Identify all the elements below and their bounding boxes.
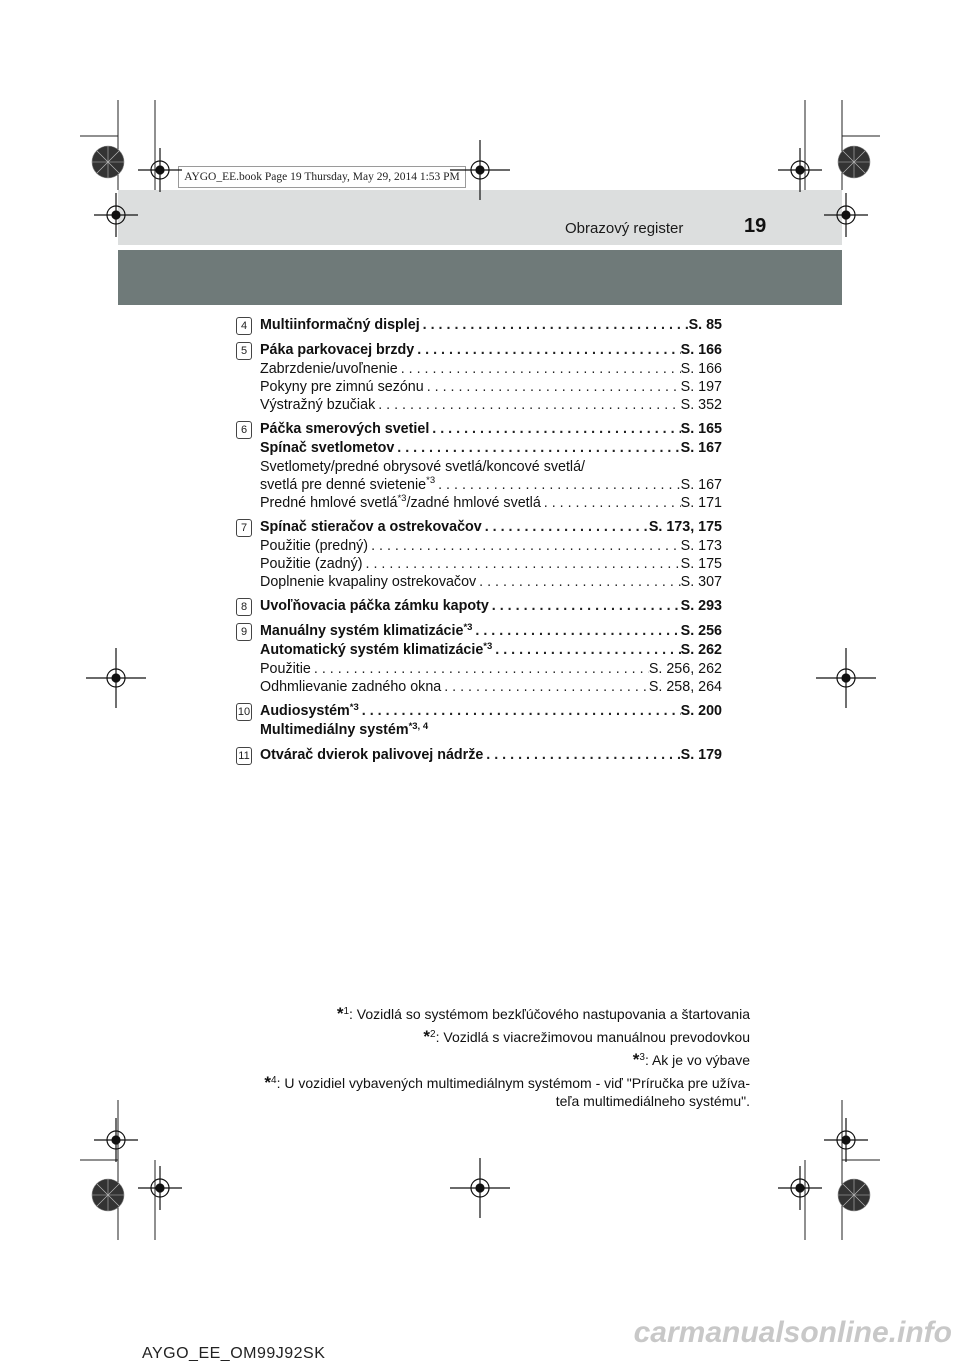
entry-heading[interactable] (260, 341, 722, 360)
entry-label: Zabrzdenie/uvoľnenie (260, 361, 398, 377)
index-entries (236, 316, 722, 765)
page-reference: S. 200 (680, 703, 722, 719)
footnote-text: : Ak je vo výbave (644, 1052, 750, 1068)
footnote-ref: *3, 4 (408, 721, 429, 732)
dot-leader (420, 316, 689, 335)
entry-subitem[interactable] (260, 494, 722, 512)
entry-number-badge: 11 (236, 747, 252, 765)
entry-subitem[interactable] (260, 378, 722, 396)
entry-subitem[interactable] (260, 678, 722, 696)
page-reference: S. 173 (680, 538, 722, 554)
entry-label: Pokyny pre zimnú sezónu (260, 379, 424, 395)
entry-label: Spínač svetlometov (260, 440, 395, 456)
footnote (190, 1074, 750, 1092)
entry-subitem[interactable] (260, 555, 722, 573)
entry-heading[interactable] (260, 316, 722, 335)
dot-leader (492, 641, 680, 660)
entry-number-badge: 5 (236, 342, 252, 360)
entry-label: Doplnenie kvapaliny ostrekovačov (260, 574, 477, 590)
footnote-star: * (264, 1073, 272, 1092)
footnote (190, 1028, 750, 1046)
page-reference: S. 85 (688, 317, 722, 333)
footnote-star: * (423, 1027, 431, 1046)
entry-label: Multiinformačný displej (260, 317, 420, 333)
dot-leader (482, 518, 649, 537)
entry-label: svetlá pre denné svietenie (260, 477, 427, 493)
entry-label: Uvoľňovacia páčka zámku kapoty (260, 598, 489, 614)
entry-number-badge: 10 (236, 703, 252, 721)
entry-subitem[interactable] (260, 573, 722, 591)
entry-label: Odhmlievanie zadného okna (260, 679, 442, 695)
entry-label: Predné hmlové svetlá (260, 495, 398, 511)
entry-label-continued: /zadné hmlové svetlá (406, 495, 541, 511)
index-entry (236, 746, 722, 765)
dot-leader (489, 597, 681, 616)
entry-heading[interactable] (260, 746, 722, 765)
page-reference: S. 256, 262 (648, 661, 722, 677)
page-reference: S. 165 (680, 421, 722, 437)
document-code: AYGO_EE_OM99J92SK (142, 1345, 326, 1362)
footnote-ref: *3 (463, 622, 473, 633)
page-reference: S. 175 (680, 556, 722, 572)
dot-leader (483, 746, 680, 765)
entry-heading[interactable] (260, 420, 722, 439)
index-entry (236, 518, 722, 591)
index-entry (236, 702, 722, 740)
index-entry (236, 341, 722, 414)
page-reference: S. 179 (680, 747, 722, 763)
footnote (190, 1005, 750, 1023)
watermark: carmanualsonline.info (633, 1316, 952, 1349)
footnote-star: * (336, 1004, 344, 1023)
entry-number-badge: 6 (236, 421, 252, 439)
page-section-title: Obrazový register (565, 220, 684, 237)
entry-label: Páčka smerových svetiel (260, 421, 430, 437)
entry-number-badge: 9 (236, 623, 252, 641)
entry-label: Spínač stieračov a ostrekovačov (260, 519, 482, 535)
index-entry (236, 316, 722, 335)
entry-heading[interactable] (260, 597, 722, 616)
footnote-text: : Vozidlá s viacrežimovou manuálnou prevodovkou (435, 1029, 750, 1045)
dot-leader (311, 660, 649, 678)
entry-subitem[interactable] (260, 396, 722, 414)
footnote-continuation: teľa multimediálneho systému". (555, 1093, 750, 1109)
entry-label: Výstražný bzučiak (260, 397, 376, 413)
dot-leader (429, 420, 680, 439)
entry-label: Automatický systém klimatizácie (260, 642, 484, 658)
entry-label: Použitie (zadný) (260, 556, 363, 572)
dot-leader (359, 702, 681, 721)
footnote-star: * (632, 1050, 640, 1069)
footnote-ref: *3 (426, 475, 436, 486)
page-reference: S. 293 (680, 598, 722, 614)
entry-number-badge: 4 (236, 317, 252, 335)
dot-leader (368, 537, 681, 555)
dot-leader (424, 378, 681, 396)
entry-heading[interactable] (260, 641, 722, 660)
entry-subitem[interactable] (260, 458, 722, 476)
footnote-number: 3 (639, 1052, 645, 1063)
entry-label: Multimediálny systém (260, 722, 409, 738)
page-reference: S. 173, 175 (648, 519, 722, 535)
dot-leader (414, 341, 680, 360)
footnote-text: : Vozidlá so systémom bezkľúčového nastupovania a štartovania (349, 1006, 750, 1022)
page-reference: S. 256 (680, 623, 722, 639)
entry-heading[interactable] (260, 439, 722, 458)
index-entry (236, 622, 722, 696)
dot-leader (441, 678, 649, 696)
entry-subitem[interactable] (260, 537, 722, 555)
page-reference: S. 166 (680, 361, 722, 377)
page-reference: S. 307 (680, 574, 722, 590)
dot-leader (394, 439, 680, 458)
entry-label: Páka parkovacej brzdy (260, 342, 415, 358)
entry-heading[interactable] (260, 518, 722, 537)
page-reference: S. 171 (680, 495, 722, 511)
entry-number-badge: 8 (236, 598, 252, 616)
dot-leader (476, 573, 680, 591)
footnote-number: 1 (343, 1006, 350, 1017)
dot-leader (541, 494, 681, 512)
page-reference: S. 258, 264 (648, 679, 722, 695)
index-entry (236, 420, 722, 512)
footnote-text: : U vozidiel vybavených multimediálnym systémom - viď "Príručka pre užíva- (276, 1075, 750, 1091)
entry-heading[interactable] (260, 702, 722, 721)
dot-leader (398, 360, 681, 378)
dot-leader (363, 555, 681, 573)
entry-label: Svetlomety/predné obrysové svetlá/koncové svetlá/ (260, 459, 586, 475)
page-reference: S. 197 (680, 379, 722, 395)
page-reference: S. 262 (680, 642, 722, 658)
footnote (190, 1051, 750, 1069)
page-reference: S. 167 (680, 440, 722, 456)
book-stamp: AYGO_EE.book Page 19 Thursday, May 29, 2014 1:53 PM (178, 166, 466, 188)
dot-leader (435, 476, 681, 494)
footnote-ref: *3 (483, 641, 493, 652)
footnote-number: 2 (430, 1029, 436, 1040)
index-entry (236, 597, 722, 616)
entry-label: Otvárač dvierok palivovej nádrže (260, 747, 484, 763)
page-number: 19 (744, 215, 767, 237)
entry-subitem[interactable] (260, 660, 722, 678)
entry-subitem[interactable] (260, 476, 722, 494)
entry-label: Audiosystém (260, 703, 350, 719)
page-reference: S. 166 (680, 342, 722, 358)
entry-label: Manuálny systém klimatizácie (260, 623, 464, 639)
page-reference: S. 352 (680, 397, 722, 413)
entry-label: Použitie (predný) (260, 538, 369, 554)
entry-heading[interactable] (260, 721, 722, 740)
footnote-number: 4 (271, 1075, 277, 1086)
entry-label: Použitie (260, 661, 311, 677)
dot-leader (375, 396, 680, 414)
dot-leader (472, 622, 680, 641)
footnote-ref: *3 (349, 702, 359, 713)
entry-number-badge: 7 (236, 519, 252, 537)
footnotes (190, 1000, 750, 1110)
footnote-ref: *3 (397, 493, 407, 504)
page-reference: S. 167 (680, 477, 722, 493)
entry-subitem[interactable] (260, 360, 722, 378)
